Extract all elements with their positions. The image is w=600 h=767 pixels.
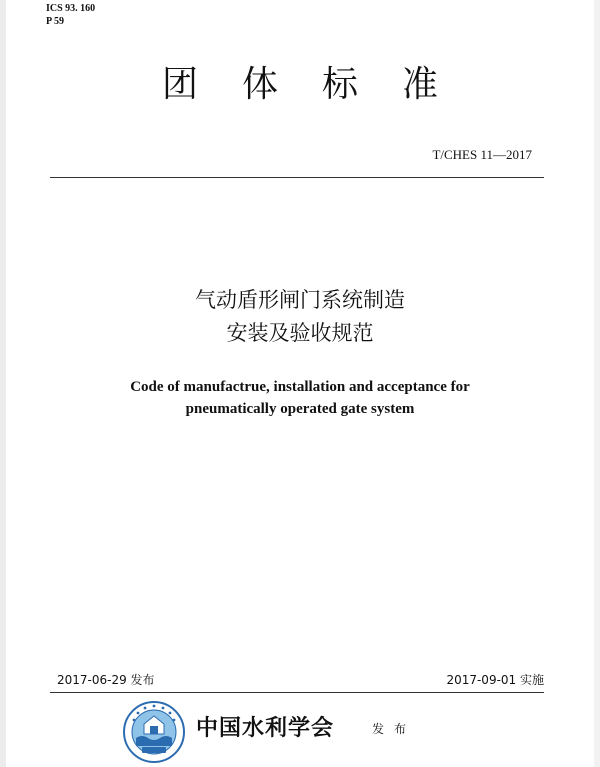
top-divider (50, 177, 544, 178)
standard-number: T/CHES 11—2017 (432, 147, 532, 162)
chinese-title-line-1: 气动盾形闸门系统制造 (195, 288, 405, 312)
english-title-line-1: Code of manufactrue, installation and acceptance for (130, 379, 470, 395)
issue-date: 2017-06-29 发布 (57, 673, 155, 687)
english-title (0, 376, 600, 420)
publish-label: 发布 (372, 722, 417, 736)
bottom-divider (50, 692, 544, 693)
document-type-title: 团体标准 (161, 64, 482, 105)
publisher-seal-icon (122, 700, 186, 764)
publisher-name: 中国水利学会 (196, 715, 335, 741)
p-code: P 59 (46, 16, 65, 27)
chinese-title-line-2: 安装及验收规范 (226, 321, 374, 345)
implementation-date: 2017-09-01 实施 (446, 673, 544, 687)
classification-codes (46, 2, 95, 28)
ics-code: ICS 93. 160 (46, 3, 96, 14)
chinese-title (0, 284, 600, 350)
english-title-line-2: pneumatically operated gate system (185, 401, 415, 417)
